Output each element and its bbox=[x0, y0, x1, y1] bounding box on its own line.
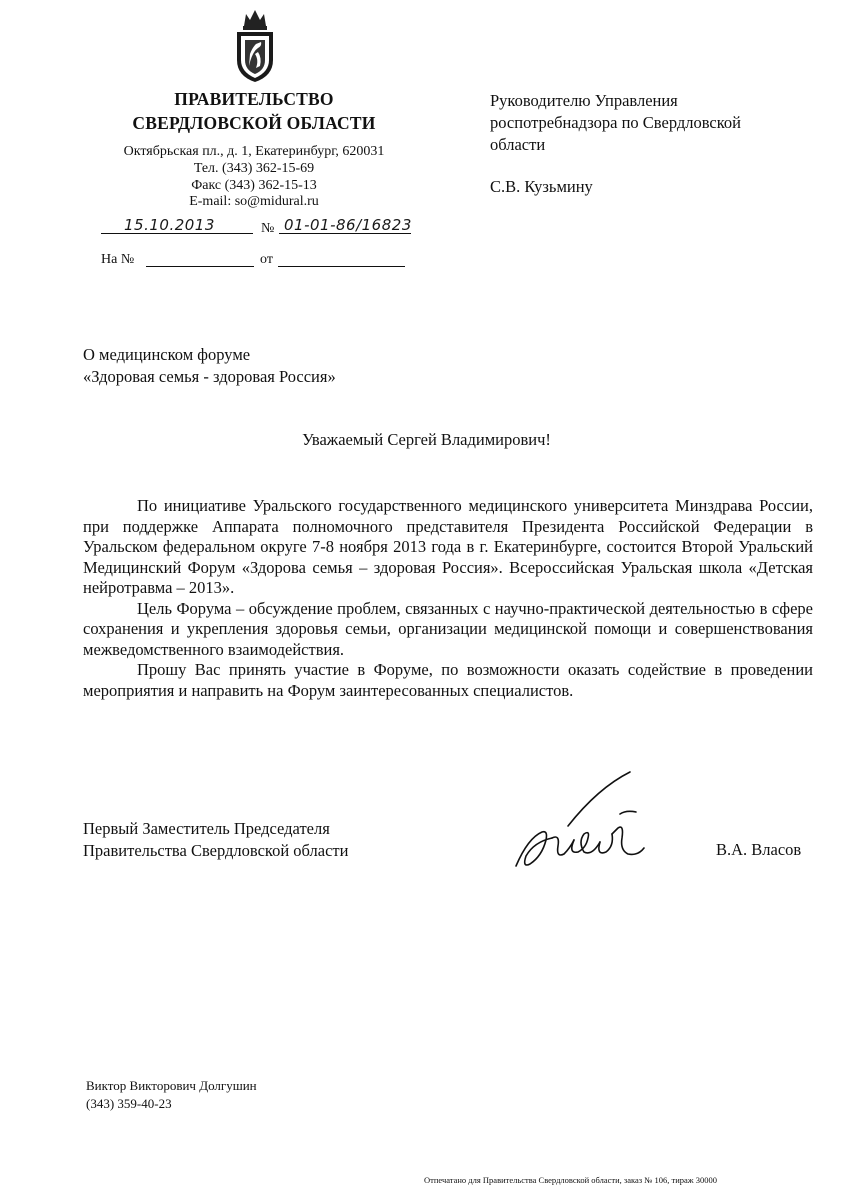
number-handwritten: 01-01-86/16823 bbox=[284, 216, 412, 234]
ref-from-label: от bbox=[260, 252, 273, 267]
signer-title-line2: Правительства Свердловской области bbox=[83, 841, 349, 860]
org-address: Октябрьская пл., д. 1, Екатеринбург, 620031 bbox=[123, 144, 385, 159]
letter-body bbox=[83, 496, 813, 701]
subject-line2: «Здоровая семья - здоровая Россия» bbox=[83, 367, 336, 386]
org-name-line2: СВЕРДЛОВСКОЙ ОБЛАСТИ bbox=[132, 113, 376, 133]
ref-date-underline bbox=[278, 266, 405, 267]
number-label: № bbox=[261, 221, 275, 236]
body-paragraph-2: Цель Форума – обсуждение проблем, связанных с научно-практической деятельностью в сфере сохранения и укрепления здоровья семьи, организации медицинской помощи и совершенствования межведомственного взаимодействия. bbox=[83, 598, 813, 659]
org-fax: Факс (343) 362-15-13 bbox=[191, 178, 317, 193]
print-note: Отпечатано для Правительства Свердловской области, заказ № 106, тираж 30000 bbox=[424, 1175, 718, 1185]
signature-icon bbox=[508, 768, 658, 880]
ref-number-underline bbox=[146, 266, 254, 267]
recipient-line1: Руководителю Управления bbox=[490, 91, 678, 110]
subject-line1: О медицинском форуме bbox=[83, 345, 251, 364]
contact-name: Виктор Викторович Долгушин bbox=[86, 1078, 257, 1093]
signer-title-line1: Первый Заместитель Председателя bbox=[83, 819, 330, 838]
org-phone: Тел. (343) 362-15-69 bbox=[193, 161, 315, 176]
greeting: Уважаемый Сергей Владимирович! bbox=[302, 430, 551, 449]
recipient-line3: области bbox=[490, 135, 546, 154]
coat-of-arms-icon bbox=[232, 8, 278, 84]
recipient-line2: роспотребнадзора по Свердловской bbox=[490, 113, 742, 132]
ref-label: На № bbox=[101, 252, 135, 267]
body-paragraph-3: Прошу Вас принять участие в Форуме, по возможности оказать содействие в проведении мероприятия и направить на Форум заинтересованных специалистов. bbox=[83, 660, 813, 700]
org-name-line1: ПРАВИТЕЛЬСТВО bbox=[174, 89, 334, 109]
org-email: E-mail: so@midural.ru bbox=[189, 194, 319, 209]
signer-name: В.А. Власов bbox=[716, 840, 802, 859]
contact-phone: (343) 359-40-23 bbox=[86, 1096, 172, 1111]
body-paragraph-1: По инициативе Уральского государственного медицинского университета Минздрава России, при поддержке Аппарата полномочного представителя Президента Российской Федерации в Уральском федеральном округе 7-8 ноября 2013 года в г. Екатеринбурге, состоится Второй Уральский Медицинский Форум «Здорова семья – здоровая Россия». Всероссийская Уральская школа «Детская нейротравма – 2013». bbox=[83, 496, 813, 597]
recipient-name: С.В. Кузьмину bbox=[490, 177, 593, 196]
date-handwritten: 15.10.2013 bbox=[124, 216, 215, 234]
